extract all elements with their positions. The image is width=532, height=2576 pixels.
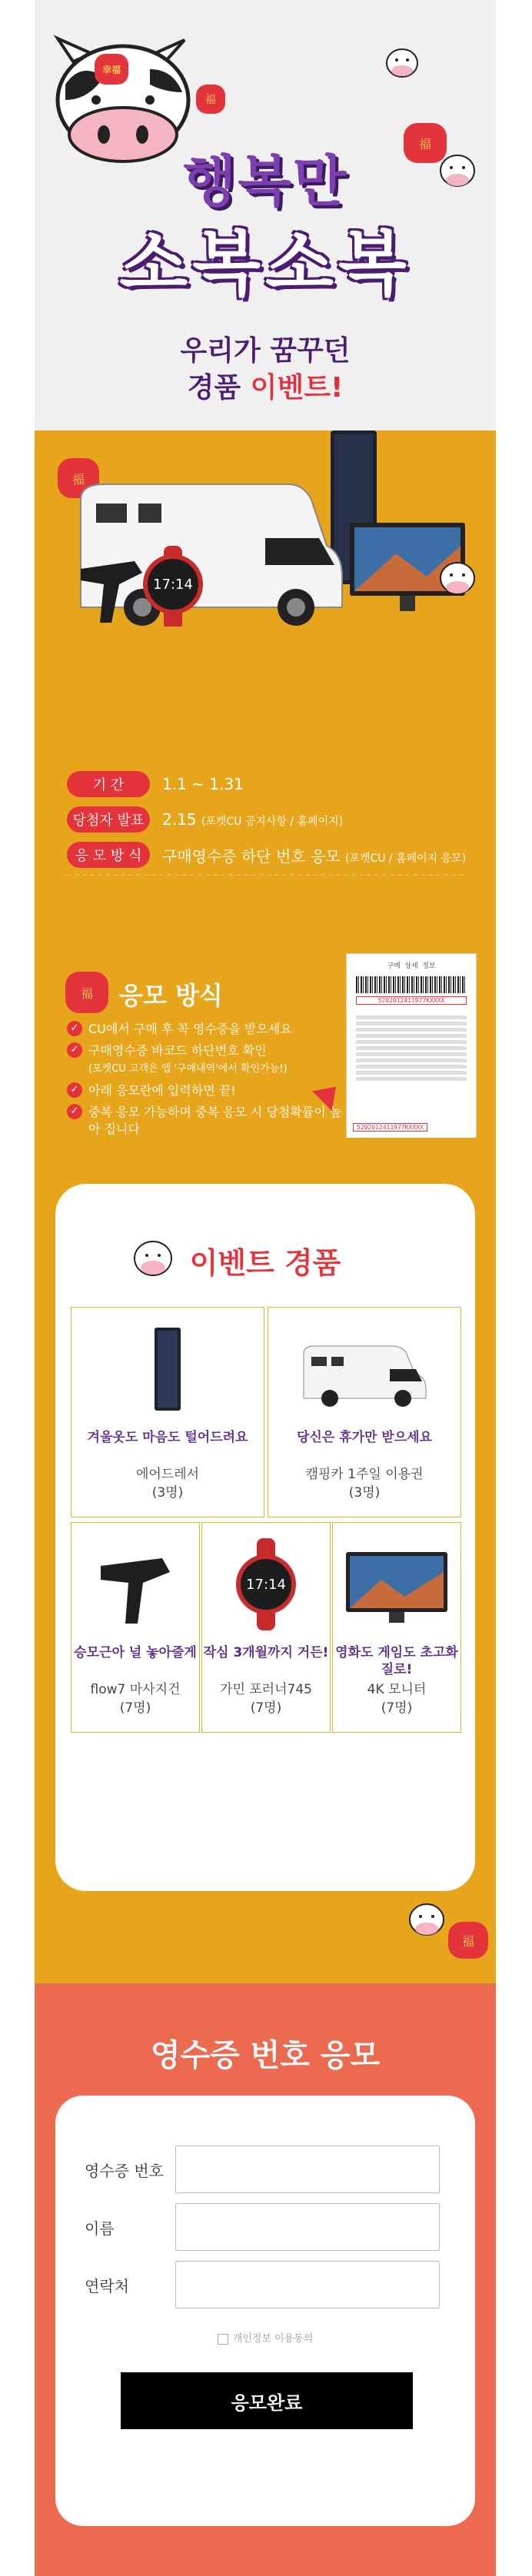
privacy-agree[interactable]: 개인정보 이용동의 [55,2330,475,2345]
step-item: ✓ 중복 응모 가능하며 중복 응모 시 당첨확률이 높아 집니다 [67,1104,344,1138]
prizes-title: 이벤트 경품 [189,1246,341,1280]
receipt-number-input[interactable] [175,2146,440,2193]
info-label: 당첨자 발표 [67,806,150,833]
lucky-bag-icon: 福 [65,972,108,1013]
form-title: 영수증 번호 응모 [150,2038,381,2073]
lucky-bag-icon: 福 [58,458,99,498]
prize-item-camper: 당신은 휴가만 받으세요 캠핑카 1주일 이용권 (3명) [268,1307,461,1517]
receipt-number-top: 5202012411977KXXXX [356,996,467,1005]
check-icon: ✓ [67,1021,82,1036]
info-row-method [67,842,466,868]
how-to-enter-section [35,892,496,1138]
prizes-card [55,1184,475,1891]
prize-item-monitor: 영화도 게임도 초고화질로! 4K 모니터 (7명) [332,1522,461,1733]
camper-image [299,1331,430,1408]
prize-products-image [73,430,473,627]
privacy-checkbox[interactable] [218,2334,228,2345]
step-item: ✓ 구매영수증 바코드 하단번호 확인 (포켓CU 고객은 앱 '구매내역'에서 확인가능!) [67,1042,344,1078]
hero-subtitle-line2 [35,366,496,405]
entry-form-section [35,1983,496,2576]
info-value: 1.1 ~ 1.31 [162,775,244,793]
small-cow-icon [434,553,480,607]
how-to-title: 응모 방식 [119,981,223,1010]
hero-title-line1: 행복만 [182,149,348,214]
prize-item-airdresser: 겨울옷도 마음도 털어드려요 에어드레서 (3명) [71,1307,264,1517]
receipt-sample: 구매 상세 정보 5202012411977KXXXX 5202012411977KXXXX [346,953,477,1143]
check-icon: ✓ [67,1104,82,1119]
contact-label: 연락처 [85,2276,129,2295]
entry-form [55,2096,475,2526]
small-cow-icon [379,38,425,85]
right-margin [497,0,532,2576]
check-icon: ✓ [67,1042,82,1058]
massage-gun-image [93,1543,178,1627]
hero-title-line2: 소복소복 [119,223,411,305]
receipt-number-bottom: 5202012411977KXXXX [353,1123,427,1132]
contact-row [85,2261,446,2308]
info-row-period [67,771,244,797]
check-icon: ✓ [67,1082,82,1098]
step-item: ✓ 아래 응모란에 입력하면 끝! [67,1082,344,1099]
step-item: ✓ CU에서 구매 후 꼭 영수증을 받으세요 [67,1021,344,1038]
air-dresser-image [148,1328,187,1412]
monitor-image [343,1549,451,1626]
info-label: 기 간 [67,771,150,797]
hero-subtitle-red: 이벤트! [250,372,344,404]
name-label: 이름 [85,2219,115,2238]
name-row [85,2203,446,2251]
left-margin [0,0,35,2576]
hero-subtitle-line1: 우리가 꿈꾸던 [180,335,351,367]
name-input[interactable] [175,2203,440,2251]
prize-item-watch: 17:14 작심 3개월까지 거든! 가민 포러너745 (7명) [201,1522,331,1733]
info-label: 응 모 방 식 [67,842,150,868]
info-value: 2.15 (포켓CU 공지사항 / 홈페이지) [162,810,344,829]
section-divider [67,874,464,876]
watch-time: 17:14 [153,577,193,593]
hero-section [35,0,496,627]
receipt-number-row [85,2146,446,2193]
how-to-steps [67,1021,344,1142]
prize-item-massage-gun: 승모근아 널 놓아줄게 flow7 마사지건 (7명) [71,1522,200,1733]
lucky-bag-icon: 福 [196,85,225,114]
info-value: 구매영수증 하단 번호 응모 (포켓CU / 홈페이지 응모) [162,846,467,866]
event-info-section [35,627,496,892]
lucky-bag-icon: 幸福 [95,54,128,85]
prizes-section [35,1138,496,1983]
info-row-announce [67,806,343,833]
small-cow-icon [404,1895,450,1949]
barcode-icon [356,976,467,993]
receipt-number-label: 영수증 번호 [85,2161,164,2180]
submit-button[interactable]: 응모완료 [121,2372,413,2429]
lucky-bag-icon: 福 [448,1922,488,1959]
contact-input[interactable] [175,2261,440,2308]
watch-time: 17:14 [246,1577,286,1593]
lucky-bag-icon: 福 [404,123,447,163]
watch-image [228,1538,304,1630]
hero-subtitle-black: 경품 [187,372,251,404]
